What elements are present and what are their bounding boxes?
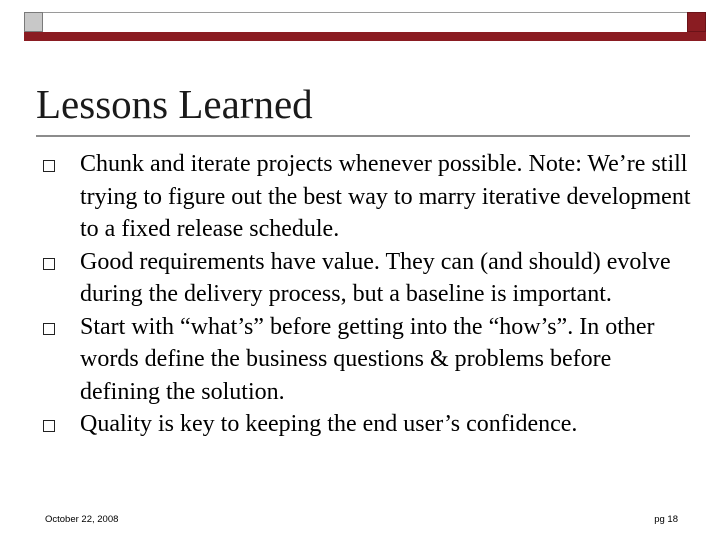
hollow-square-bullet-icon [43,160,55,172]
top-decor-bar [43,12,687,32]
bullet-text: Good requirements have value. They can (and should) evolve during the delivery process, but a baseline is important. [80,248,671,307]
header-accent-bar [24,32,706,41]
top-left-decor-square [24,12,43,32]
page-number: pg 18 [654,514,678,525]
top-right-decor-square [687,12,706,32]
footer-date: October 22, 2008 [45,514,119,525]
list-item [36,311,696,409]
title-divider [36,135,690,137]
hollow-square-bullet-icon [43,420,55,432]
bullet-list [36,148,696,441]
hollow-square-bullet-icon [43,258,55,270]
list-item [36,246,696,311]
bullet-text: Chunk and iterate projects whenever possible. Note: We’re still trying to figure out the best way to marry iterative development to a fixed release schedule. [80,151,691,242]
slide-title: Lessons Learned [36,81,313,127]
list-item [36,408,696,441]
list-item [36,148,696,246]
hollow-square-bullet-icon [43,323,55,335]
bullet-text: Quality is key to keeping the end user’s confidence. [80,411,578,437]
bullet-text: Start with “what’s” before getting into the “how’s”. In other words define the business questions & problems before defining the solution. [80,313,655,405]
